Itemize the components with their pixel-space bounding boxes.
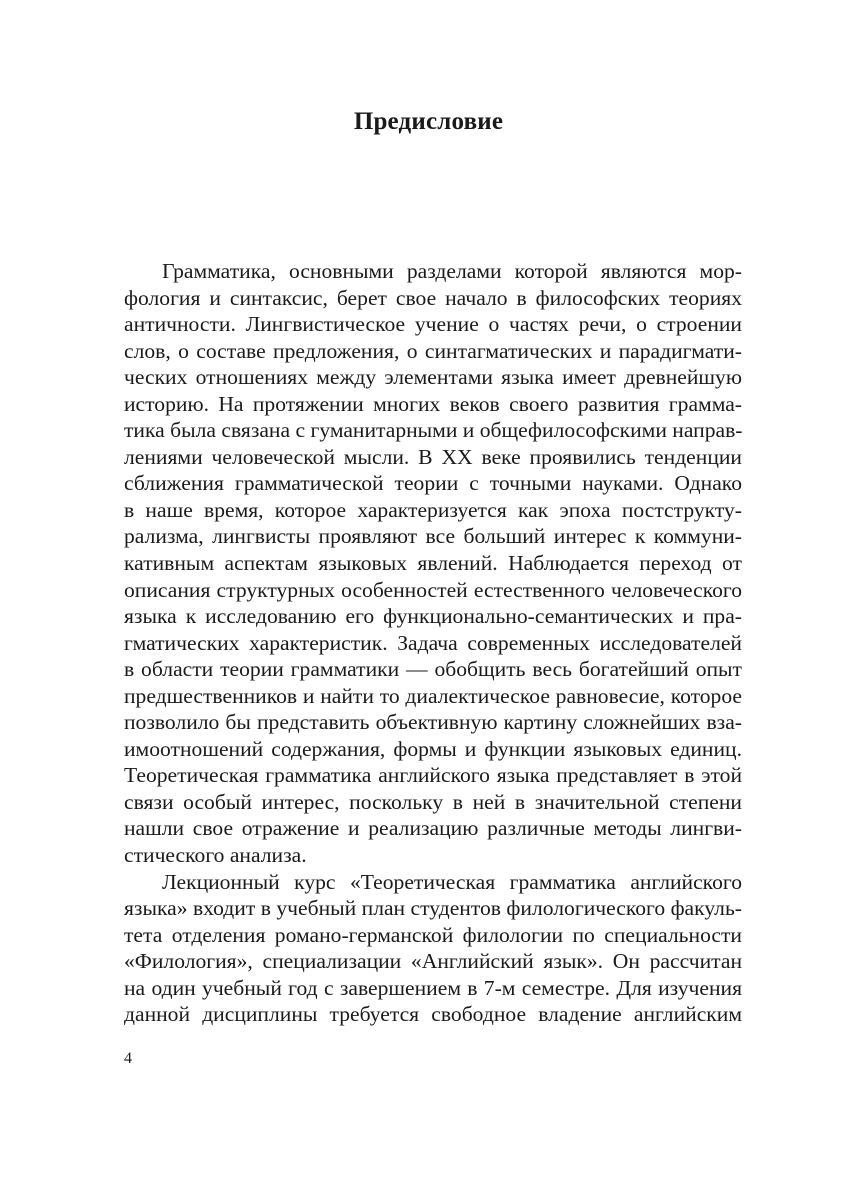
body-text xyxy=(124,258,742,1028)
text-line: кативным аспектам языковых явлений. Наблюдается переход от xyxy=(124,551,742,576)
text-line: языка» входит в учебный план студентов филологического факуль- xyxy=(124,896,742,921)
text-line: предшественников и найти то диалектическое равновесие, которое xyxy=(124,683,742,708)
text-line: сближения грамматической теории с точными науками. Однако xyxy=(124,471,742,496)
text-line: имоотношений содержания, формы и функции языковых единиц. xyxy=(124,736,742,761)
text-line: тета отделения романо-германской филологии по специальности xyxy=(124,922,742,947)
text-line: античности. Лингвистическое учение о частях речи, о строении xyxy=(124,312,742,337)
text-line: описания структурных особенностей естественного человеческого xyxy=(124,577,742,602)
text-line: нашли свое отражение и реализацию различные методы лингви- xyxy=(124,816,742,841)
text-line: данной дисциплины требуется свободное владение английским xyxy=(124,1002,742,1027)
text-line: слов, о составе предложения, о синтагматических и парадигмати- xyxy=(124,338,742,363)
text-line: в области теории грамматики — обобщить весь богатейший опыт xyxy=(124,657,742,682)
text-line: Теоретическая грамматика английского языка представляет в этой xyxy=(124,763,742,788)
text-line: тика была связана с гуманитарными и общефилософскими направ- xyxy=(124,418,742,443)
text-line: стического анализа. xyxy=(124,843,307,868)
page-title: Предисловие xyxy=(353,108,504,135)
text-line: лениями человеческой мысли. В ХХ веке проявились тенденции xyxy=(124,444,742,469)
text-line: гматических характеристик. Задача современных исследователей xyxy=(124,630,742,655)
text-line: рализма, лингвисты проявляют все больший интерес к коммуни- xyxy=(124,524,742,549)
text-line: Грамматика, основными разделами которой являются мор- xyxy=(162,259,742,283)
text-line: Лекционный курс «Теоретическая грамматика английского xyxy=(162,869,742,894)
page-number: 4 xyxy=(124,1050,132,1067)
text-line: позволило бы представить объективную картину сложнейших вза- xyxy=(124,710,742,735)
text-line: языка к исследованию его функционально-семантических и пра- xyxy=(124,604,742,629)
text-line: «Филология», специализации «Английский язык». Он рассчитан xyxy=(124,949,742,974)
text-line: историю. На протяжении многих веков своего развития грамма- xyxy=(124,391,742,416)
text-line: фология и синтаксис, берет свое начало в философских теориях xyxy=(124,285,742,310)
text-line: на один учебный год с завершением в 7-м семестре. Для изучения xyxy=(124,975,742,1000)
text-line: связи особый интерес, поскольку в ней в значительной степени xyxy=(124,789,742,814)
text-line: ческих отношениях между элементами языка имеет древнейшую xyxy=(124,365,742,390)
text-line: в наше время, которое характеризуется как эпоха постструкту- xyxy=(124,497,742,522)
